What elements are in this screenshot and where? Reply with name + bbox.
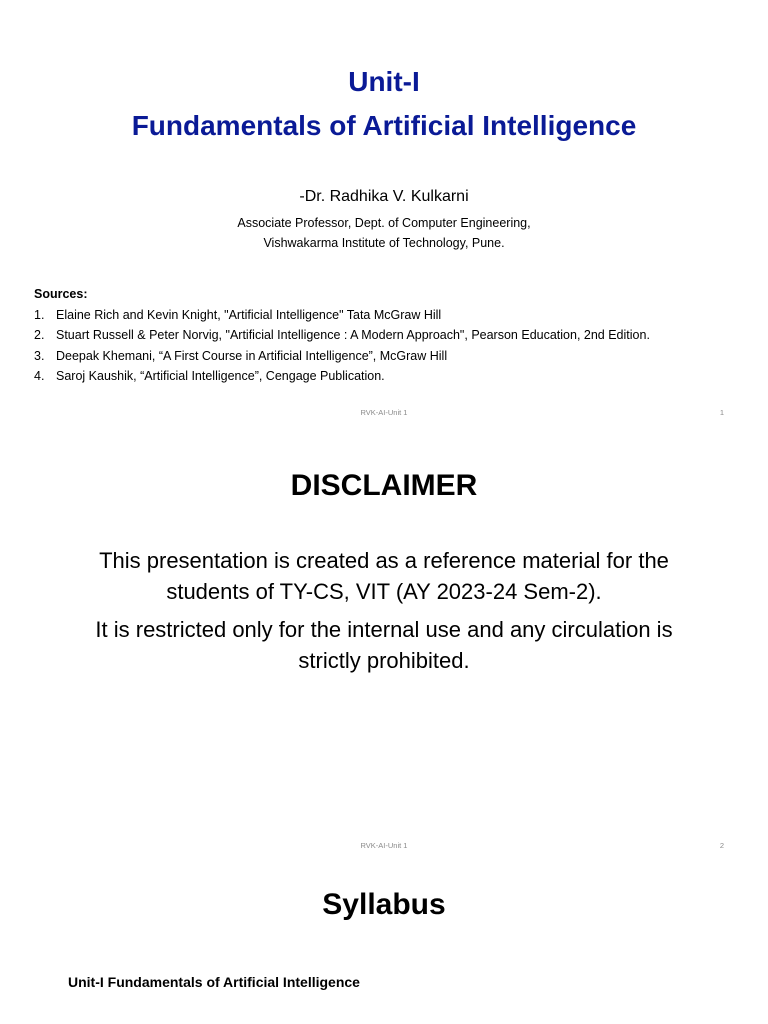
- source-text: Elaine Rich and Kevin Knight, "Artificial Intelligence" Tata McGraw Hill: [56, 307, 442, 322]
- slide-footer: RVK-AI-Unit 1: [360, 841, 408, 850]
- sources-list: [34, 305, 650, 387]
- source-text: Saroj Kaushik, “Artificial Intelligence”, Cengage Publication.: [56, 369, 385, 383]
- source-number: 4.: [34, 369, 45, 383]
- affiliation-line-2: Vishwakarma Institute of Technology, Pune.: [263, 236, 505, 250]
- slide-3: [0, 864, 768, 1024]
- disclaimer-line-1: This presentation is created as a reference material for the: [99, 548, 669, 573]
- source-item: [34, 346, 650, 367]
- disclaimer-line-4: strictly prohibited.: [298, 648, 470, 673]
- disclaimer-line-3: It is restricted only for the internal use and any circulation is: [95, 617, 673, 642]
- affiliation-line-1: Associate Professor, Dept. of Computer Engineering,: [237, 216, 531, 230]
- unit-title: Unit-I: [348, 66, 420, 97]
- source-item: [34, 366, 650, 387]
- source-number: 2.: [34, 328, 45, 342]
- unit-subtitle: Fundamentals of Artificial Intelligence: [131, 110, 637, 141]
- source-text: Deepak Khemani, “A First Course in Artificial Intelligence”, McGraw Hill: [56, 348, 448, 363]
- disclaimer-line-2: students of TY-CS, VIT (AY 2023-24 Sem-2).: [166, 579, 602, 604]
- slide-number: 2: [719, 841, 724, 850]
- source-number: 1.: [34, 307, 45, 322]
- disclaimer-heading: DISCLAIMER: [290, 469, 478, 502]
- syllabus-unit-title: Unit-I Fundamentals of Artificial Intelligence: [68, 974, 360, 990]
- source-item: [34, 305, 650, 326]
- sources-heading: Sources:: [34, 287, 88, 301]
- slide-number: 1: [719, 408, 724, 417]
- slide-2: [0, 432, 768, 864]
- sources-block: [34, 284, 650, 387]
- source-number: 3.: [34, 348, 45, 363]
- syllabus-heading: Syllabus: [322, 888, 446, 921]
- slide-footer: RVK-AI-Unit 1: [360, 408, 408, 417]
- source-item: [34, 325, 650, 346]
- author-name: -Dr. Radhika V. Kulkarni: [299, 188, 469, 205]
- source-text: Stuart Russell & Peter Norvig, "Artificial Intelligence : A Modern Approach", Pearson Education, 2nd Edition.: [56, 328, 650, 342]
- slide-1: [0, 0, 768, 432]
